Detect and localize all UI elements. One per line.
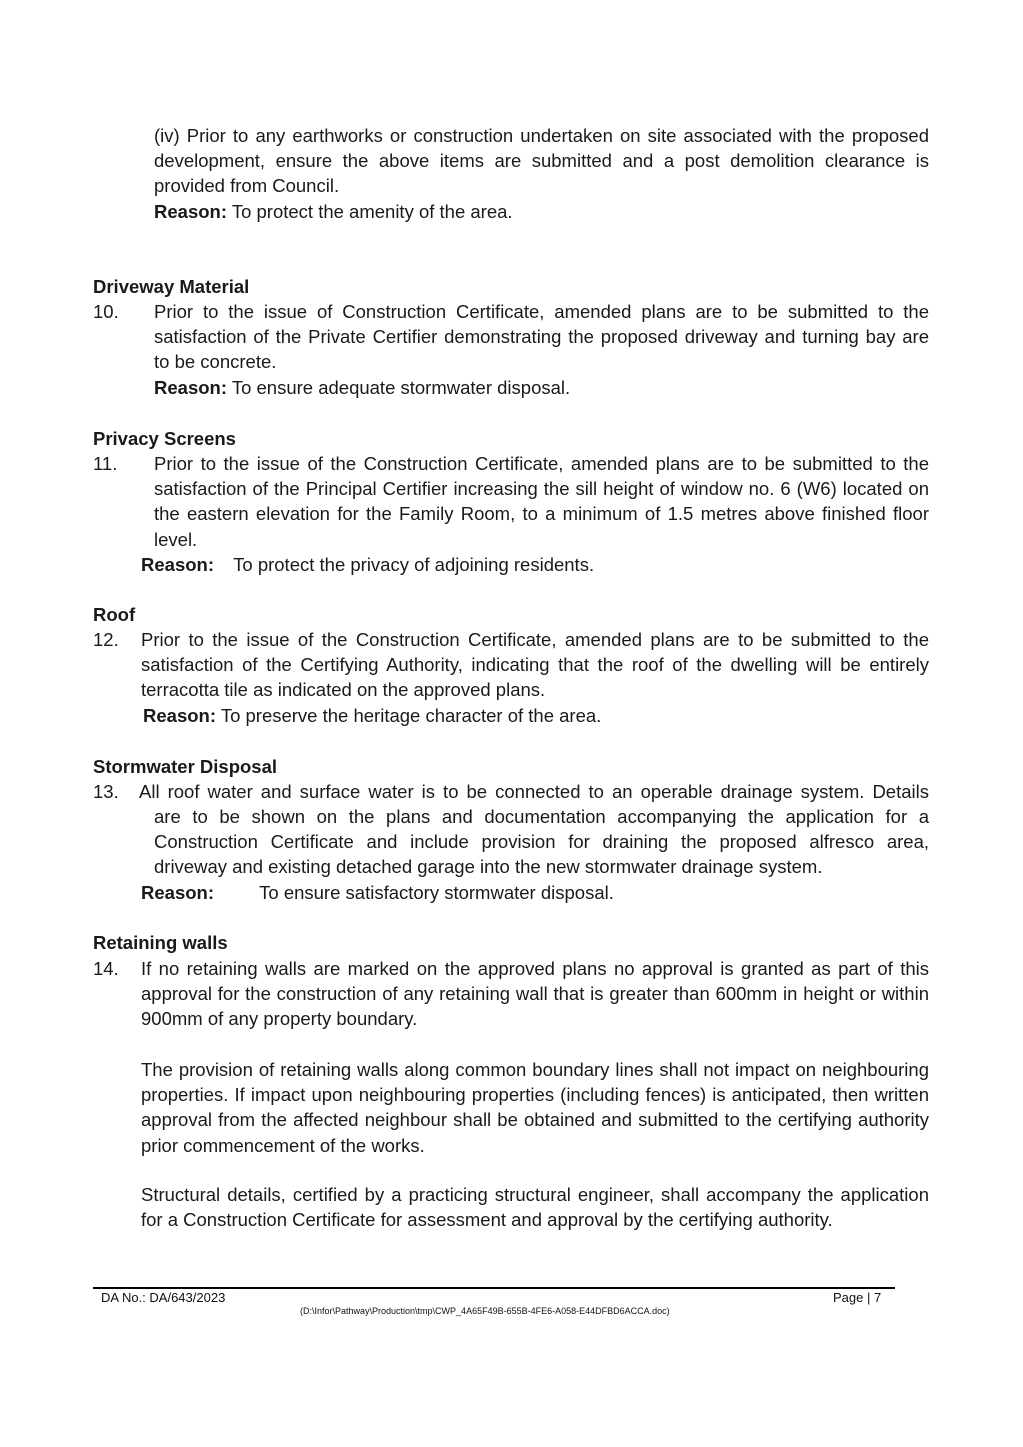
condition-reason bbox=[154, 375, 929, 400]
condition-reason bbox=[141, 880, 931, 905]
heading-roof: Roof bbox=[93, 604, 136, 625]
reason-text: To ensure satisfactory stormwater disposal. bbox=[259, 882, 614, 903]
condition-number: 10. bbox=[93, 301, 119, 322]
condition-text: Prior to the issue of the Construction Certificate, amended plans are to be submitted to the satisfaction of the Certifying Authority, indicating that the roof of the dwelling will be entirely terracotta tile as indicated on the approved plans. bbox=[141, 629, 929, 701]
condition-reason bbox=[143, 703, 929, 728]
condition-text: Prior to the issue of Construction Certificate, amended plans are to be submitted to the satisfaction of the Private Certifier demonstrating the proposed driveway and turning bay are to be concrete. bbox=[154, 301, 929, 373]
heading-driveway-material: Driveway Material bbox=[93, 276, 250, 297]
condition-paragraph: The provision of retaining walls along common boundary lines shall not impact on neighbouring properties. If impact upon neighbouring properties (including fences) is anticipated, then written approval from the affected neighbour shall be obtained and submitted to the certifying authority prior commencement of the works. bbox=[141, 1059, 929, 1156]
condition-paragraph: Structural details, certified by a practicing structural engineer, shall accompany the application for a Construction Certificate for assessment and approval by the certifying authority. bbox=[141, 1184, 929, 1231]
heading-privacy-screens: Privacy Screens bbox=[93, 428, 236, 449]
reason-label: Reason: bbox=[143, 705, 216, 726]
condition-number: 14. bbox=[93, 958, 119, 979]
footer-da-number: DA No.: DA/643/2023 bbox=[101, 1290, 226, 1305]
reason-text: To protect the privacy of adjoining residents. bbox=[233, 554, 595, 575]
footer-page-number: Page | 7 bbox=[833, 1290, 882, 1305]
reason-label: Reason: bbox=[141, 882, 214, 903]
footer-file-path: (D:\Infor\Pathway\Production\tmp\CWP_4A65F49B-655B-4FE6-A058-E44DFBD6ACCA.doc) bbox=[300, 1306, 670, 1316]
intro-paragraph: (iv) Prior to any earthworks or construction undertaken on site associated with the proposed development, ensure the above items are submitted and a post demolition clearance is provided from Council. bbox=[154, 125, 929, 197]
reason-text: To ensure adequate stormwater disposal. bbox=[231, 377, 571, 398]
intro-reason bbox=[154, 199, 929, 224]
condition-text: If no retaining walls are marked on the approved plans no approval is granted as part of this approval for the construction of any retaining wall that is greater than 600mm in height or within 900mm of any property boundary. bbox=[141, 958, 929, 1030]
reason-text: To preserve the heritage character of the area. bbox=[220, 705, 602, 726]
condition-number: 11. bbox=[93, 453, 118, 474]
heading-stormwater-disposal: Stormwater Disposal bbox=[93, 756, 278, 777]
reason-label: Reason: bbox=[154, 377, 227, 398]
reason-text: To protect the amenity of the area. bbox=[231, 201, 513, 222]
condition-first-line: All roof water and surface water is to be connected to an operable drainage system. Details bbox=[139, 781, 929, 802]
condition-number: 12. bbox=[93, 629, 119, 650]
condition-number: 13. bbox=[93, 781, 119, 802]
condition-text: are to be shown on the plans and documentation accompanying the application for a Construction Certificate and include provision for draining the proposed alfresco area, driveway and existing detached garage into the new stormwater drainage system. bbox=[154, 806, 929, 878]
heading-retaining-walls: Retaining walls bbox=[93, 932, 228, 953]
condition-text: Prior to the issue of the Construction Certificate, amended plans are to be submitted to the satisfaction of the Principal Certifier increasing the sill height of window no. 6 (W6) located on the eastern elevation for the Family Room, to a minimum of 1.5 metres above finished floor level. bbox=[154, 453, 929, 550]
reason-label: Reason: bbox=[141, 554, 214, 575]
reason-label: Reason: bbox=[154, 201, 227, 222]
condition-reason bbox=[141, 552, 931, 577]
footer-divider bbox=[93, 1287, 895, 1289]
